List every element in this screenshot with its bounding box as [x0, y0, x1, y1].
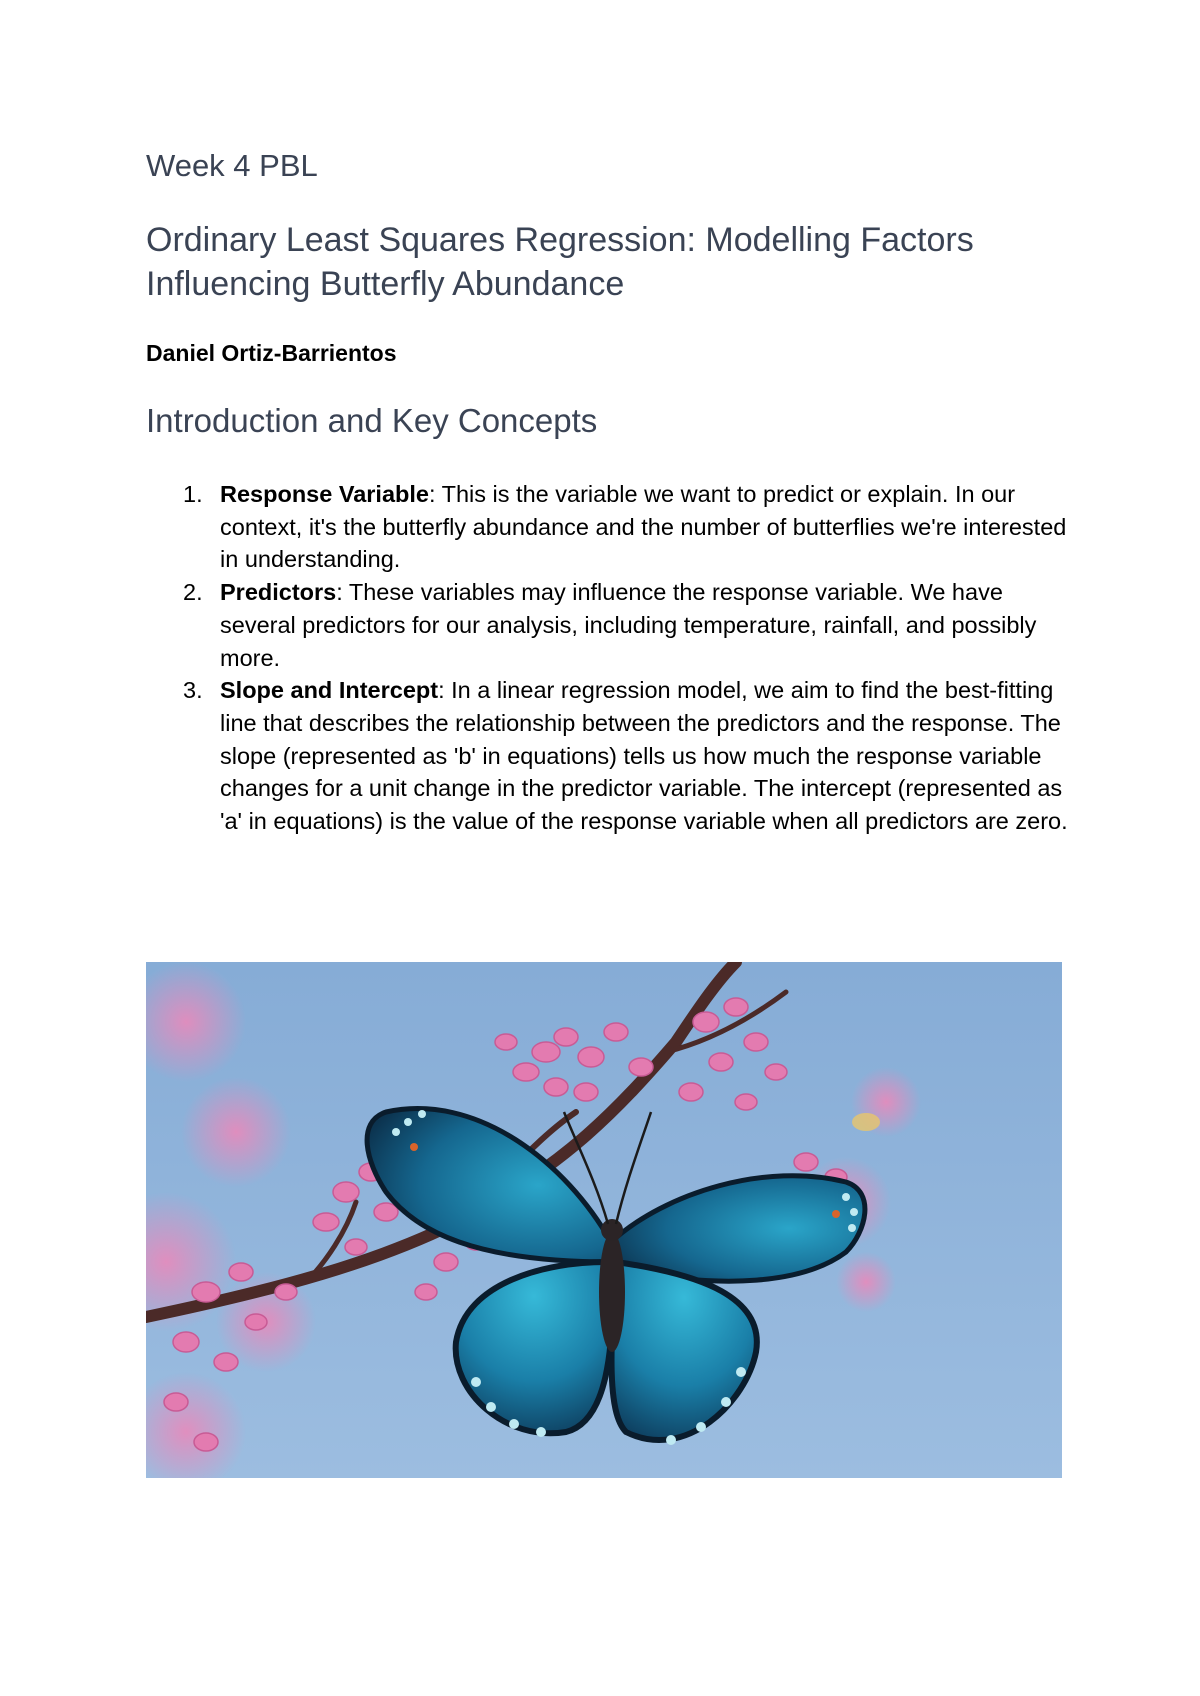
- concept-number: 3.: [183, 677, 203, 704]
- section-heading: Introduction and Key Concepts: [146, 402, 598, 439]
- concept-number: 2.: [183, 579, 203, 606]
- concept-text: : This is the variable we want to predict or explain. In our context, it's the butterfly abundance and the number of butterflies we're interested in understanding.: [220, 481, 1067, 573]
- author-name: Daniel Ortiz-Barrientos: [146, 340, 397, 366]
- concept-item-response-variable: [146, 478, 1076, 576]
- concept-text: : In a linear regression model, we aim to find the best-fitting line that describes the relationship between the predictors and the response. The slope (represented as 'b' in equations) tells us how much the response variable changes for a unit change in the predictor variable. The intercept (represented as 'a' in equations) is the value of the response variable when all predictors are zero.: [220, 677, 1068, 835]
- blurred-insect: [852, 1113, 880, 1131]
- butterfly-photo: [146, 962, 1062, 1478]
- concept-text: : These variables may influence the response variable. We have several predictors for our analysis, including temperature, rainfall, and possibly more.: [220, 579, 1037, 671]
- document-title: Week 4 PBL: [146, 148, 318, 183]
- concept-term: Predictors: [220, 579, 337, 606]
- concept-term: Response Variable: [220, 481, 429, 507]
- document-subtitle: Ordinary Least Squares Regression: Modelling Factors Influencing Butterfly Abundance: [146, 221, 974, 303]
- butterfly-illustration: [146, 962, 1062, 1478]
- concept-item-predictors: [146, 576, 1076, 674]
- concept-term: Slope and Intercept: [220, 677, 439, 704]
- concept-item-slope-intercept: [146, 674, 1076, 838]
- concept-number: 1.: [183, 481, 203, 507]
- concepts-list: [146, 478, 1076, 838]
